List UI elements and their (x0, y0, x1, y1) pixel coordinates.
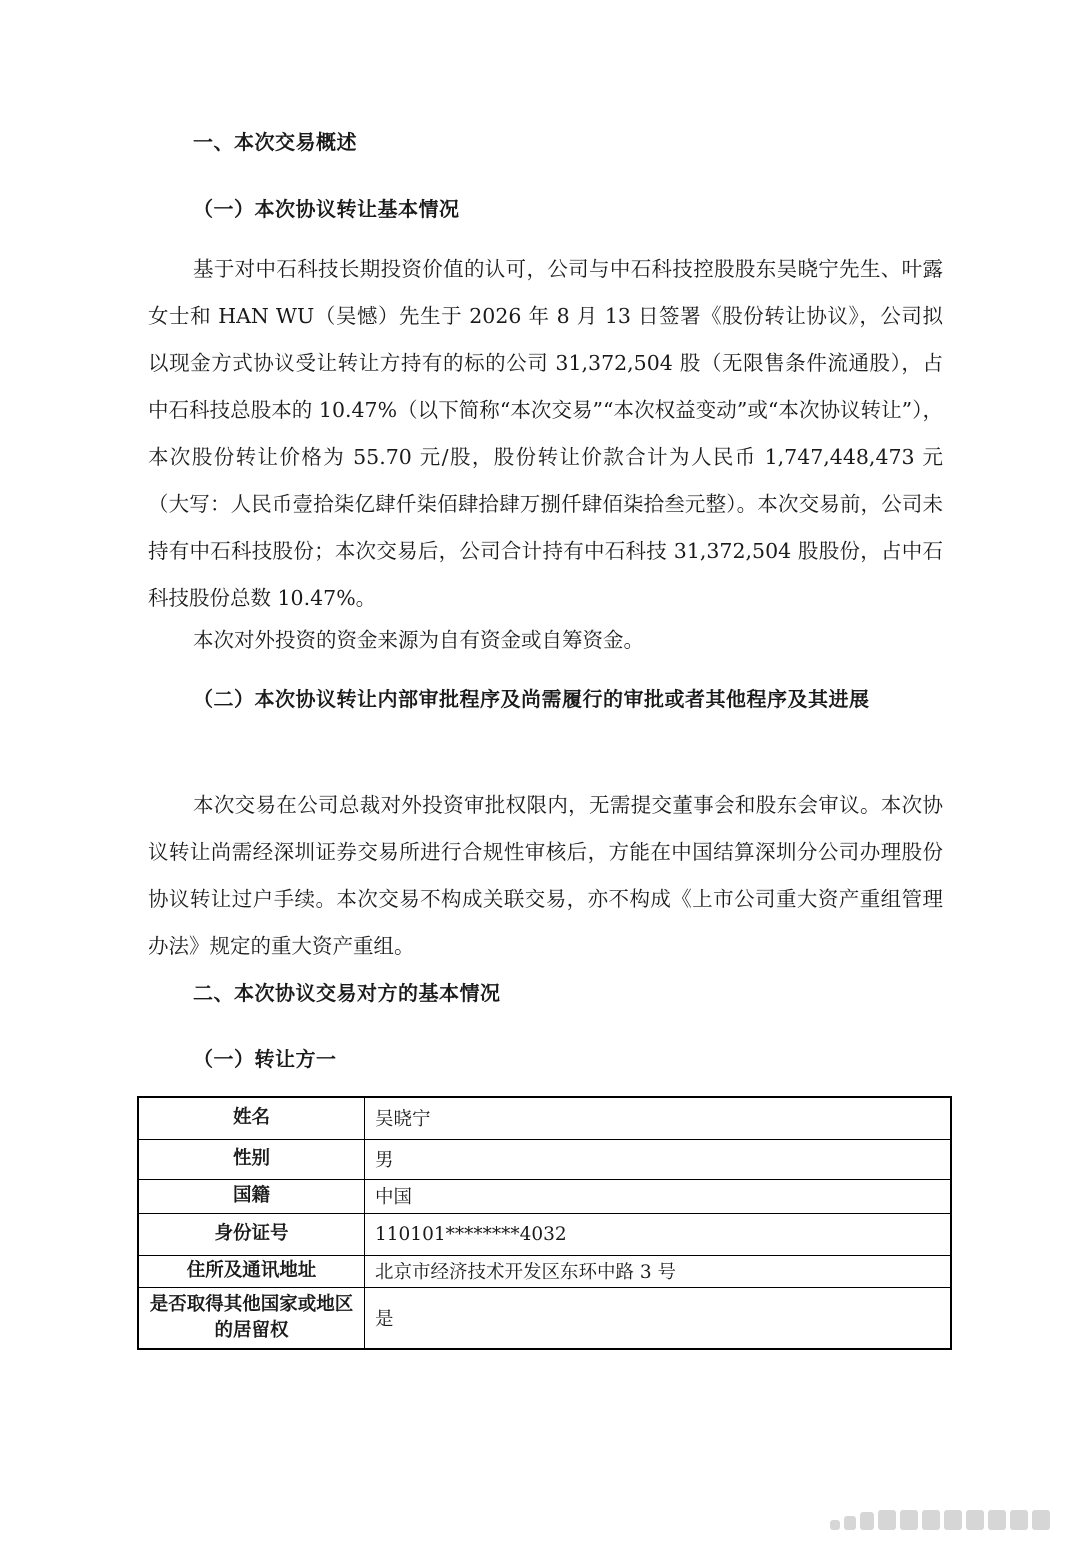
table-value-id-number: 110101********4032 (365, 1213, 952, 1255)
paragraph-funding-source: 本次对外投资的资金来源为自有资金或自筹资金。 (193, 628, 644, 652)
subsection-heading-approval: （二）本次协议转让内部审批程序及尚需履行的审批或者其他程序及其进展 (193, 687, 870, 711)
table-value-address: 北京市经济技术开发区东环中路 3 号 (365, 1255, 952, 1287)
watermark-logo (826, 1510, 1050, 1530)
section-heading-counterparty: 二、本次协议交易对方的基本情况 (193, 981, 501, 1005)
table-label-id-number: 身份证号 (138, 1213, 365, 1255)
table-value-name: 吴晓宁 (365, 1097, 952, 1139)
subsection-heading-transferor-one: （一）转让方一 (193, 1047, 337, 1071)
paragraph-transaction-details: 基于对中石科技长期投资价值的认可，公司与中石科技控股股东吴晓宁先生、叶露女士和 HAN WU（吴憾）先生于 2026 年 8 月 13 日签署《股份转让协议》，公司拟以现金方式协议受让转让方持有的标的公司 31,372,504 股（无限售条件流通股），占中石科技总股本的 10.47%（以下简称“本次交易”“本次权益变动”或“本次协议转让”），本次股份转让价格为 55.70 元/股，股份转让价款合计为人民币 1,747,448,473 元（大写：人民币壹拾柒亿肆仟柒佰肆拾肆万捌仟肆佰柒拾叁元整）。本次交易前，公司未持有中石科技股份；本次交易后，公司合计持有中石科技 31,372,504 股股份，占中石科技股份总数 10.47%。 (148, 257, 943, 610)
section-heading-overview: 一、本次交易概述 (193, 130, 357, 154)
table-label-address: 住所及通讯地址 (138, 1255, 365, 1287)
table-row (138, 1139, 951, 1179)
table-label-gender: 性别 (138, 1139, 365, 1179)
table-value-gender: 男 (365, 1139, 952, 1179)
table-row (138, 1287, 951, 1349)
subsection-heading-basic-info: （一）本次协议转让基本情况 (193, 197, 460, 221)
transferor-info-table (137, 1096, 952, 1350)
table-value-residency: 是 (365, 1287, 952, 1349)
table-value-nationality: 中国 (365, 1179, 952, 1213)
table-label-name: 姓名 (138, 1097, 365, 1139)
table-row (138, 1213, 951, 1255)
table-row (138, 1097, 951, 1139)
table-row (138, 1255, 951, 1287)
table-label-nationality: 国籍 (138, 1179, 365, 1213)
table-label-residency: 是否取得其他国家或地区的居留权 (138, 1287, 365, 1349)
table-row (138, 1179, 951, 1213)
paragraph-approval-details: 本次交易在公司总裁对外投资审批权限内，无需提交董事会和股东会审议。本次协议转让尚需经深圳证券交易所进行合规性审核后，方能在中国结算深圳分公司办理股份协议转让过户手续。本次交易不构成关联交易，亦不构成《上市公司重大资产重组管理办法》规定的重大资产重组。 (148, 793, 943, 958)
